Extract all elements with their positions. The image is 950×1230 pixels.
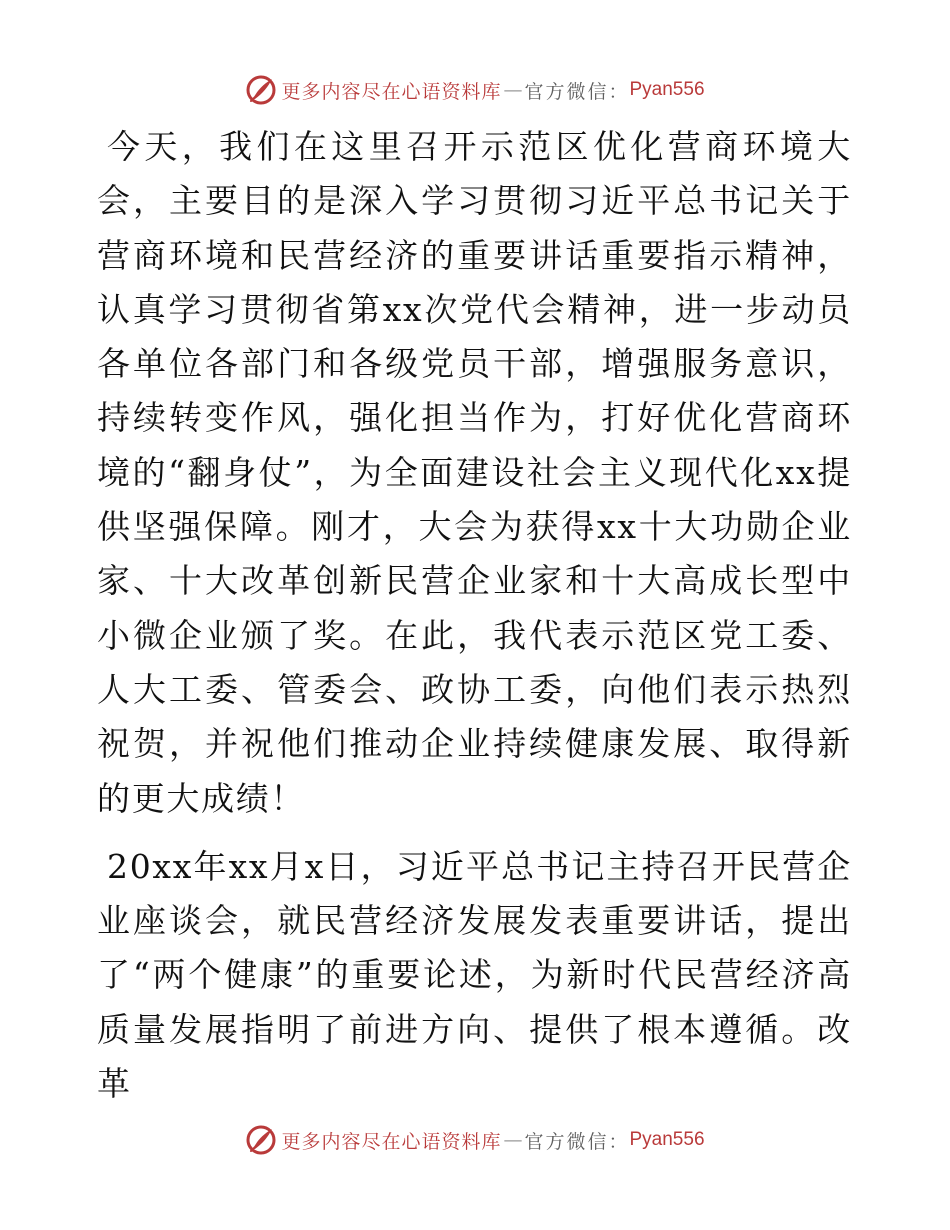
body-paragraph-2: 20xx年xx月x日，习近平总书记主持召开民营企业座谈会，就民营经济发展发表重要讲话，提出了“两个健康”的重要论述，为新时代民营经济高质量发展指明了前进方向、提供了根本遵循。改革 (97, 846, 852, 1104)
banner-separator: — (503, 79, 523, 101)
feather-pen-logo-icon (245, 1124, 277, 1156)
feather-pen-logo-icon (245, 74, 277, 106)
banner-account: Pyan556 (629, 79, 705, 100)
body-paragraph-1: 今天，我们在这里召开示范区优化营商环境大会，主要目的是深入学习贯彻习近平总书记关于营商环境和民营经济的重要讲话重要指示精神，认真学习贯彻省第xx次党代会精神，进一步动员各单位各部门和各级党员干部，增强服务意识，持续转变作风，强化担当作为，打好优化营商环境的“翻身仗”，为全面建设社会主义现代化xx提供坚强保障。刚才，大会为获得xx十大功勋企业家、十大改革创新民营企业家和十大高成长型中小微企业颁了奖。在此，我代表示范区党工委、人大工委、管委会、政协工委，向他们表示热烈祝贺，并祝他们推动企业持续健康发展、取得新的更大成绩！ (97, 127, 852, 818)
banner-wechat-label: 官方微信： (524, 1130, 630, 1153)
document-body (97, 120, 852, 1111)
banner-account: Pyan556 (629, 1129, 705, 1150)
header-banner (0, 72, 950, 108)
banner-wechat-label: 官方微信： (524, 80, 630, 103)
banner-slogan: 更多内容尽在心语资料库 (281, 1130, 502, 1153)
footer-banner (0, 1122, 950, 1158)
banner-separator: — (503, 1129, 523, 1151)
banner-slogan: 更多内容尽在心语资料库 (281, 80, 502, 103)
